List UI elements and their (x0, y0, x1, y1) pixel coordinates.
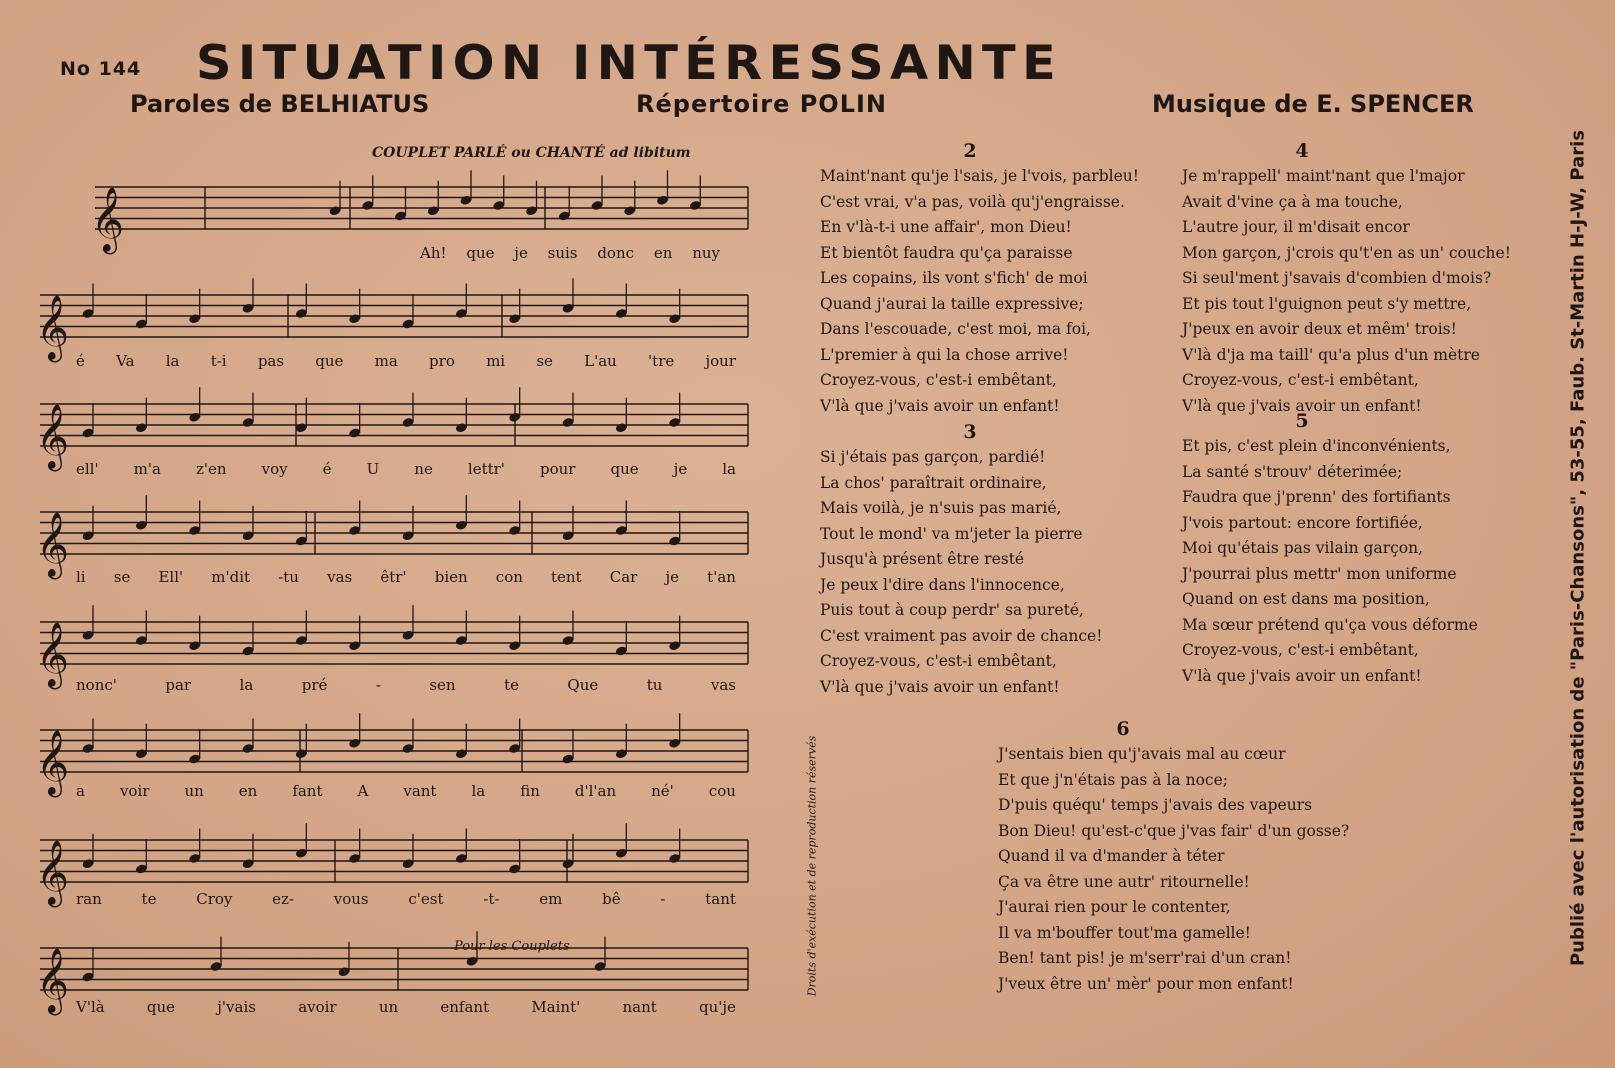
verse-line: Quand j'aurai la taille expressive; (820, 294, 1084, 313)
lyric-row (420, 244, 720, 262)
lyric-syllable: vous (333, 890, 369, 908)
verse-4 (1182, 140, 1562, 419)
verse-line: Je m'rappell' maint'nant que l'major (1182, 167, 1465, 185)
lyric-syllable: par (165, 676, 192, 694)
lyric-syllable: li (76, 568, 86, 586)
lyric-syllable: je (673, 460, 688, 478)
lyric-syllable: ran (76, 890, 102, 908)
lyric-syllable: la (239, 676, 254, 694)
verse-line: Faudra que j'prenn' des fortifiants (1182, 488, 1451, 506)
lyric-syllable: - (375, 676, 381, 694)
lyric-syllable: en (238, 782, 258, 800)
lyric-syllable: m'a (133, 460, 161, 478)
lyric-syllable: tent (551, 568, 582, 586)
sheet-music (0, 0, 800, 1068)
lyric-syllable: vas (327, 568, 353, 586)
lyric-syllable: que (146, 998, 176, 1016)
verse-2 (820, 140, 1150, 419)
verse-line: J'vois partout: encore fortifiée, (1182, 513, 1423, 532)
verse-line: Moi qu'étais pas vilain garçon, (1182, 539, 1424, 557)
lyric-syllable: Croy (196, 890, 233, 908)
lyric-row (76, 568, 736, 586)
lyric-syllable: Ah! (420, 244, 447, 262)
verse-line: Les copains, ils vont s'fich' de moi (820, 269, 1088, 287)
verse-line: La santé s'trouv' déterimée; (1182, 462, 1403, 481)
song-number: No 144 (60, 58, 142, 80)
lyric-syllable: Maint' (531, 998, 581, 1016)
verse-line: Mais voilà, je n'suis pas marié, (820, 499, 1062, 517)
verse-line: C'est vraiment pas avoir de chance! (820, 626, 1103, 645)
lyric-syllable: vas (710, 676, 736, 694)
lyric-syllable: te (141, 890, 157, 908)
lyric-syllable: Que (567, 676, 599, 694)
verse-line: Dans l'escouade, c'est moi, ma foi, (820, 320, 1091, 338)
lyric-syllable: un (184, 782, 204, 800)
lyric-row (76, 676, 736, 694)
song-title: SITUATION INTÉRESSANTE (196, 36, 1063, 91)
verse-line: Bon Dieu! qu'est-c'que j'vas fair' d'un gosse? (998, 821, 1350, 840)
verse-line: J'sentais bien qu'j'avais mal au cœur (998, 745, 1286, 763)
verse-line: Croyez-vous, c'est-i embêtant, (820, 652, 1057, 670)
lyric-syllable: avoir (298, 998, 337, 1016)
lyric-syllable: la (471, 782, 486, 800)
lyric-syllable: Va (116, 352, 135, 370)
verse-line: V'là que j'vais avoir un enfant! (1182, 666, 1422, 685)
lyric-syllable: -tu (278, 568, 299, 586)
lyric-syllable: jour (705, 352, 736, 370)
verse-line: J'aurai rien pour le contenter, (998, 898, 1231, 916)
verse-line: La chos' paraîtrait ordinaire, (820, 473, 1047, 492)
lyric-syllable: cou (708, 782, 736, 800)
lyric-syllable: que (315, 352, 344, 370)
lyric-syllable: qu'je (698, 998, 736, 1016)
lyric-syllable: ell' (76, 460, 99, 478)
composer-credit: Musique de E. SPENCER (1152, 90, 1474, 118)
repertoire-credit: Répertoire POLIN (636, 90, 888, 118)
treble-clef: 𝄞 (36, 512, 70, 577)
publisher-imprint: Publié avec l'autorisation de "Paris-Chansons", 53-55, Faub. St-Martin H-J-W, Paris (1567, 129, 1589, 967)
verse-line: Ben! tant pis! je m'serr'rai d'un cran! (998, 949, 1292, 967)
lyric-syllable: fin (520, 782, 540, 800)
verse-line: Si j'étais pas garçon, pardié! (820, 448, 1046, 466)
lyric-syllable: bê (602, 890, 621, 908)
lyric-syllable: la (722, 460, 736, 478)
verse-line: Croyez-vous, c'est-i embêtant, (1182, 371, 1419, 389)
lyric-syllable: pro (429, 352, 455, 370)
treble-clef: 𝄞 (36, 730, 70, 795)
verse-line: Ça va être une autr' ritournelle! (998, 872, 1250, 891)
verse-line: V'là que j'vais avoir un enfant! (820, 396, 1060, 415)
lyric-syllable: pour (539, 460, 576, 478)
rights-notice: Droits d'exécution et de reproduction réservés (805, 735, 819, 997)
verse-line: V'là que j'vais avoir un enfant! (1182, 396, 1422, 415)
lyric-syllable: U (366, 460, 380, 478)
lyric-row (76, 998, 736, 1016)
lyric-syllable: a (76, 782, 85, 800)
lyric-syllable: V'là (76, 998, 105, 1016)
lyric-row (76, 782, 736, 800)
lyric-syllable: z'en (196, 460, 227, 478)
lyric-syllable: se (536, 352, 553, 370)
lyric-syllable: que (610, 460, 639, 478)
verse-number: 5 (1295, 410, 1309, 432)
lyric-syllable: pré (301, 676, 328, 694)
lyric-syllable: vant (403, 782, 437, 800)
lyric-syllable: te (504, 676, 519, 694)
lyric-syllable: enfant (440, 998, 490, 1016)
lyric-row (76, 460, 736, 478)
lyric-syllable: nuy (692, 244, 720, 262)
lyric-syllable: ez- (272, 890, 294, 908)
lyric-syllable: d'l'an (574, 782, 617, 800)
lyric-syllable: em (539, 890, 563, 908)
verse-line: J'peux en avoir deux et mêm' trois! (1182, 320, 1457, 338)
lyric-syllable: 'tre (648, 352, 675, 370)
verse-line: Mon garçon, j'crois qu't'en as un' couche! (1182, 243, 1511, 262)
lyric-syllable: voy (261, 460, 288, 478)
lyric-syllable: ma (374, 352, 398, 370)
lyric-syllable: é (76, 352, 85, 370)
lyric-syllable: c'est (408, 890, 444, 908)
verse-line: Et pis, c'est plein d'inconvénients, (1182, 437, 1451, 455)
verse-line: Tout le mond' va m'jeter la pierre (820, 524, 1083, 543)
verse-line: Et pis tout l'guignon peut s'y mettre, (1182, 294, 1472, 313)
verse-number: 3 (963, 421, 977, 443)
verse-number: 6 (1116, 718, 1130, 740)
verse-line: Croyez-vous, c'est-i embêtant, (1182, 641, 1419, 659)
verse-line: Croyez-vous, c'est-i embêtant, (820, 371, 1057, 389)
lyric-syllable: bien (434, 568, 468, 586)
verse-line: Ma sœur prétend qu'ça vous déforme (1182, 615, 1478, 634)
lyric-syllable: -t- (483, 890, 500, 908)
lyric-syllable: é (322, 460, 332, 478)
lyric-syllable: sen (429, 676, 456, 694)
lyricist-credit: Paroles de BELHIATUS (130, 90, 430, 118)
verse-line: Il va m'bouffer tout'ma gamelle! (998, 923, 1251, 942)
verse-line: D'puis quéqu' temps j'avais des vapeurs (998, 796, 1313, 814)
verse-line: L'premier à qui la chose arrive! (820, 345, 1069, 364)
lyric-syllable: nonc' (76, 676, 117, 694)
lyric-syllable: êtr' (380, 568, 407, 586)
verse-line: Quand il va d'mander à téter (998, 847, 1225, 865)
verse-line: En v'là-t-i une affair', mon Dieu! (820, 218, 1072, 236)
lyric-syllable: Car (609, 568, 638, 586)
verse-line: Avait d'vine ça à ma touche, (1182, 192, 1403, 211)
verse-line: V'là d'ja ma taill' qu'a plus d'un mètre (1182, 345, 1480, 364)
treble-clef: 𝄞 (36, 948, 70, 1013)
lyric-syllable: tu (646, 676, 663, 694)
verse-line: J'pourrai plus mettr' mon uniforme (1182, 564, 1457, 583)
verse-line: Jusqu'à présent être resté (820, 550, 1025, 568)
lyric-syllable: A (357, 782, 369, 800)
lyric-syllable: en (653, 244, 673, 262)
verse-line: Et bientôt faudra qu'ça paraisse (820, 243, 1073, 262)
verse-line: Maint'nant qu'je l'sais, je l'vois, parbleu! (820, 167, 1139, 185)
couplets-annotation: Pour les Couplets (454, 939, 570, 954)
verse-line: V'là que j'vais avoir un enfant! (820, 677, 1060, 696)
verse-line: Quand on est dans ma position, (1182, 590, 1430, 608)
lyric-syllable: tant (705, 890, 736, 908)
couplet-annotation: COUPLET PARLÉ ou CHANTÉ ad libitum (372, 145, 691, 161)
lyric-syllable: se (113, 568, 131, 586)
lyric-syllable: t'an (707, 568, 736, 586)
verse-line: Si seul'ment j'savais d'combien d'mois? (1182, 269, 1492, 287)
treble-clef: 𝄞 (36, 840, 70, 905)
lyric-syllable: j'vais (217, 998, 256, 1016)
lyric-row (76, 890, 736, 908)
lyric-syllable: - (660, 890, 666, 908)
treble-clef: 𝄞 (36, 404, 70, 469)
lyric-syllable: voir (119, 782, 150, 800)
lyric-syllable: ne (414, 460, 433, 478)
verse-3 (820, 421, 1150, 700)
verse-line: C'est vrai, v'a pas, voilà qu'j'engraisse. (820, 192, 1125, 211)
lyric-syllable: suis (547, 244, 578, 262)
verse-line: J'veux être un' mèr' pour mon enfant! (998, 974, 1294, 993)
lyric-syllable: né' (651, 782, 674, 800)
verse-line: Puis tout à coup perdr' sa pureté, (820, 601, 1084, 619)
verse-number: 2 (963, 140, 977, 162)
verse-6 (998, 718, 1418, 997)
verse-line: L'autre jour, il m'disait encor (1182, 218, 1410, 236)
lyric-syllable: t-i (210, 352, 227, 370)
lyric-syllable: donc (597, 244, 635, 262)
lyric-row (76, 352, 736, 370)
lyric-syllable: la (165, 352, 180, 370)
treble-clef: 𝄞 (36, 622, 70, 687)
lyric-syllable: con (495, 568, 523, 586)
verse-number: 4 (1295, 140, 1309, 162)
lyric-syllable: fant (292, 782, 323, 800)
lyric-syllable: lettr' (467, 460, 505, 478)
lyric-syllable: je (665, 568, 680, 586)
lyric-syllable: un (378, 998, 399, 1016)
lyric-syllable: pas (257, 352, 285, 370)
lyric-syllable: L'au (584, 352, 617, 370)
lyric-syllable: m'dit (211, 568, 251, 586)
verse-line: Et que j'n'étais pas à la noce; (998, 770, 1228, 789)
lyric-syllable: que (466, 244, 495, 262)
verse-5 (1182, 410, 1562, 689)
lyric-syllable: mi (486, 352, 506, 370)
lyric-syllable: Ell' (158, 568, 184, 586)
treble-clef: 𝄞 (91, 187, 125, 252)
treble-clef: 𝄞 (36, 295, 70, 360)
lyric-syllable: je (514, 244, 528, 262)
lyric-syllable: nant (622, 998, 657, 1016)
verse-line: Je peux l'dire dans l'innocence, (820, 575, 1065, 594)
